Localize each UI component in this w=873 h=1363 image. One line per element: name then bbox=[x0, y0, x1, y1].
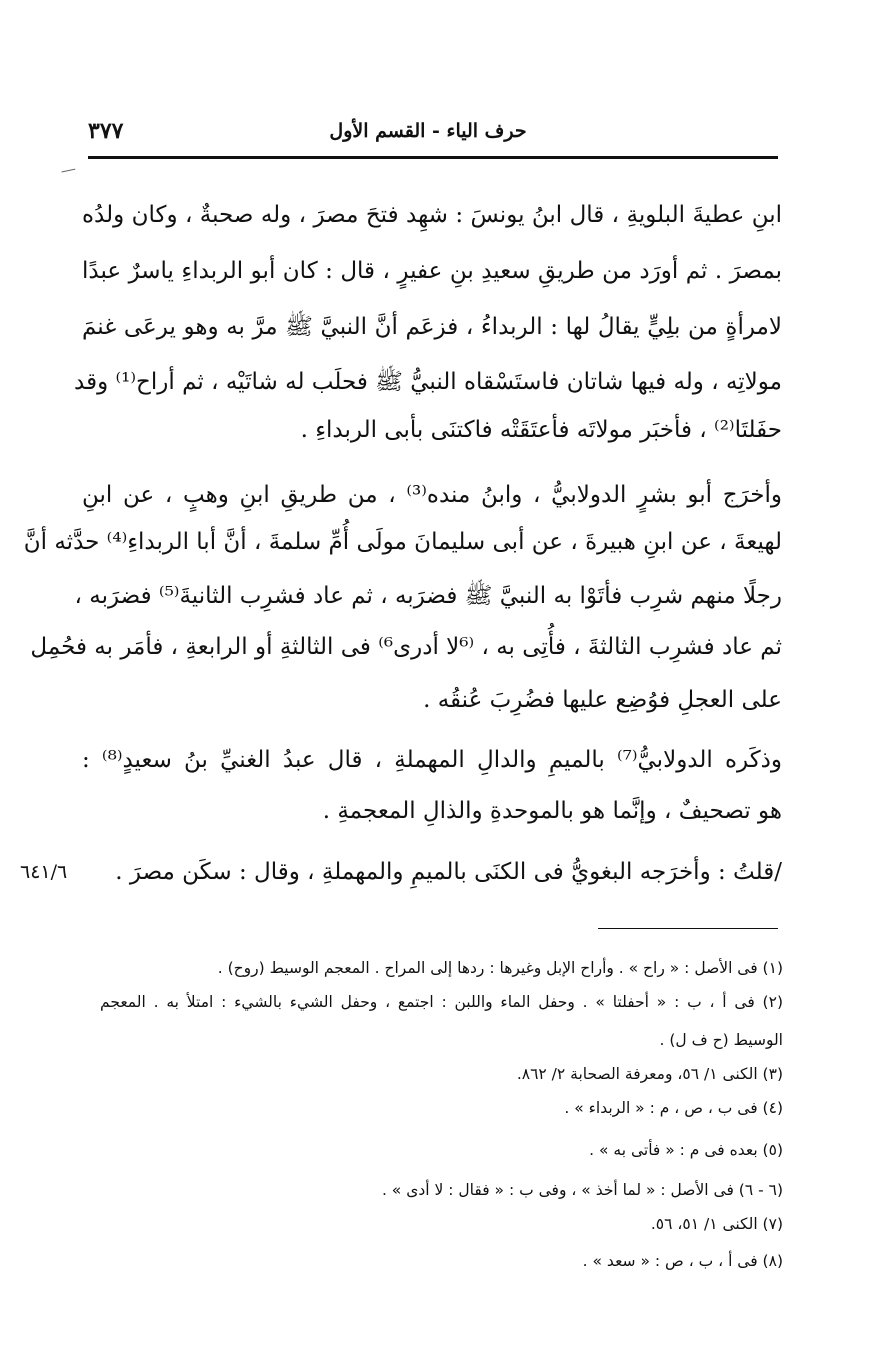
body-line-10: على العجلِ فوُضِع عليها فضُرِبَ عُنقُه . bbox=[423, 687, 782, 713]
footnote-4: (٤) فى ب ، ص ، م : « الربداء » . bbox=[564, 1099, 783, 1117]
footnote-1: (١) فى الأصل : « راح » . وأراح الإبل وغيرها : ردها إلى المراح . المعجم الوسيط (روح) . bbox=[217, 959, 783, 977]
page-header bbox=[88, 112, 778, 152]
body-line-6: وأخرَج أبو بشرٍ الدولابيُّ ، وابنُ منده⁽³⁾ ، من طريقِ ابنِ وهبٍ ، عن ابنِ bbox=[82, 482, 783, 508]
body-line-1: ابنِ عطيةَ البلويةِ ، قال ابنُ يونسَ : شهِد فتحَ مصرَ ، وله صحبةٌ ، وكان ولدُه bbox=[82, 202, 782, 228]
footnote-8: (٨) فى أ ، ب ، ص : « سعد » . bbox=[582, 1252, 783, 1270]
header-rule bbox=[88, 156, 778, 159]
footnote-7: (٧) الكنى ١/ ٥١، ٥٦. bbox=[650, 1215, 783, 1233]
body-line-3: لامرأةٍ من بلِيٍّ يقالُ لها : الربداءُ ، فزعَم أنَّ النبيَّ ﷺ مرَّ به وهو يرعَى غنمَ bbox=[82, 314, 782, 340]
body-line-11: وذكَره الدولابيُّ⁽⁷⁾ بالميمِ والدالِ المهملةِ ، قال عبدُ الغنيِّ بنُ سعيدٍ⁽⁸⁾ : bbox=[82, 747, 782, 773]
footnote-rule bbox=[598, 928, 778, 929]
body-line-5: حفَلتَا⁽²⁾ ، فأخبَر مولاتَه فأعتَقَتْه فاكتنَى بأبى الربداءِ . bbox=[300, 417, 782, 443]
footnote-2: (٢) فى أ ، ب : « أحفلتا » . وحفل الماء واللبن : اجتمع ، وحفل الشيء بالشيء : امتلأ به . المعجم bbox=[100, 993, 783, 1011]
running-title: حرف الياء - القسم الأول bbox=[329, 120, 527, 142]
footnote-2-continued: الوسيط (ح ف ل) . bbox=[659, 1031, 783, 1049]
body-line-12: هو تصحيفٌ ، وإنَّما هو بالموحدةِ والذالِ المعجمةِ . bbox=[322, 798, 782, 824]
body-line-4: مولاتِه ، وله فيها شاتان فاستَسْقاه النبيُّ ﷺ فحلَب له شاتَيْه ، ثم أراح⁽¹⁾ وقد bbox=[74, 369, 782, 395]
body-line-7: لهيعةَ ، عن ابنِ هبيرةَ ، عن أبى سليمانَ مولَى أُمِّ سلمةَ ، أنَّ أبا الربداءِ⁽⁴⁾ حدَّثه أنَّ bbox=[23, 529, 782, 555]
margin-mark bbox=[61, 169, 76, 179]
side-reference: ٦٤١/٦ bbox=[20, 861, 68, 883]
footnote-3: (٣) الكنى ١/ ٥٦، ومعرفة الصحابة ٢/ ٨٦٢. bbox=[516, 1065, 783, 1083]
footnote-5: (٥) بعده فى م : « فأتى به » . bbox=[589, 1141, 783, 1159]
footnote-6: (٦ - ٦) فى الأصل : « لما أخذ » ، وفى ب : « فقال : لا أدى » . bbox=[381, 1181, 783, 1199]
body-line-9: ثم عاد فشرِب الثالثةَ ، فأُتِى به ، ⁽⁶لا أدرى⁶⁾ فى الثالثةِ أو الرابعةِ ، فأمَر به فحُمِل bbox=[30, 634, 782, 660]
body-line-8: رجلًا منهم شرِب فأتَوْا به النبيَّ ﷺ فضرَبه ، ثم عاد فشرِب الثانيةَ⁽⁵⁾ فضرَبه ، bbox=[74, 583, 782, 609]
body-line-2: بمصرَ . ثم أورَد من طريقِ سعيدِ بنِ عفيرٍ ، قال : كان أبو الربداءِ ياسرٌ عبدًا bbox=[82, 258, 782, 284]
body-line-13: /قلتُ : وأخرَجه البغويُّ فى الكنَى بالميمِ والمهملةِ ، وقال : سكَن مصرَ . bbox=[115, 859, 782, 885]
page-number: ٣٧٧ bbox=[88, 118, 124, 144]
